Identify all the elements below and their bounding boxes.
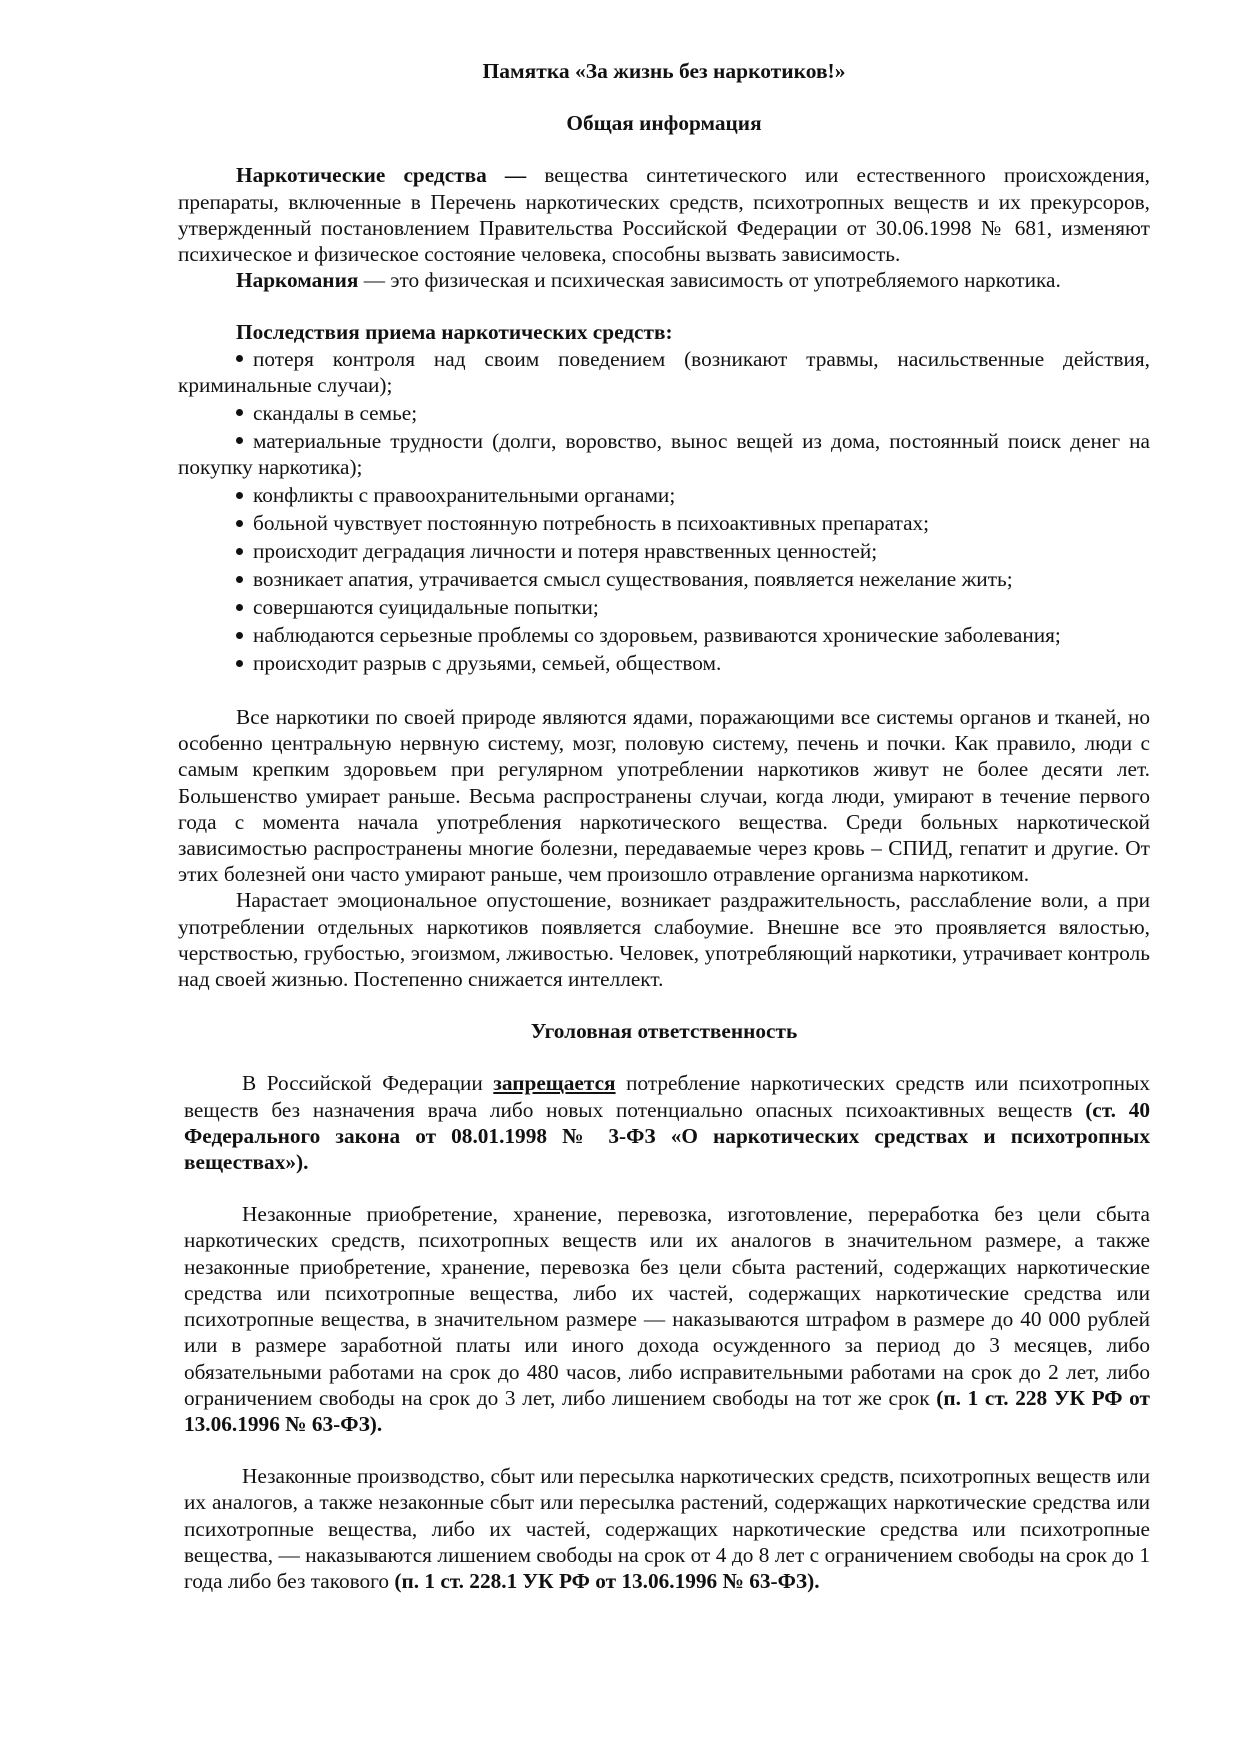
bullet-icon bbox=[236, 576, 243, 583]
legal-paragraph-art-228: Незаконные приобретение, хранение, перевозка, изготовление, переработка без цели сбыта наркотических средств, психотропных веществ или их аналогов в значительном размере, а также незаконные приобретение, хранение, перевозка без цели сбыта растений, содержащих наркотические средства или психотропные вещества, либо их частей, содержащих наркотические средства или психотропные вещества, в значительном размере — наказываются штрафом в размере до 40 000 рублей или в размере заработной платы или иного дохода осужденного за период до 3 месяцев, либо обязательными работами на срок до 480 часов, либо исправительными работами на срок до 2 лет, либо ограничением свободы на срок до 3 лет, либо лишением свободы на тот же срок (п. 1 ст. 228 УК РФ от 13.06.1996 № 63-ФЗ). bbox=[184, 1202, 1150, 1436]
list-item: происходит разрыв с друзьями, семьей, обществом. bbox=[178, 650, 1150, 676]
law-citation: (п. 1 ст. 228 УК РФ от 13.06.1996 № 63-ФЗ). bbox=[184, 1385, 1150, 1436]
list-item: наблюдаются серьезные проблемы со здоровьем, развиваются хронические заболевания; bbox=[178, 622, 1150, 648]
spacer bbox=[178, 678, 1150, 704]
legal-paragraph-prohibition: В Российской Федерации запрещается потребление наркотических средств или психотропных веществ без назначения врача либо новых потенциально опасных психоактивных веществ (ст. 40 Федерального закона от 08.01.1998 № 3-ФЗ «О наркотических средствах и психотропных веществах»). bbox=[184, 1071, 1151, 1175]
emphasis-prohibited: запрещается bbox=[493, 1071, 616, 1096]
list-item: конфликты с правоохранительными органами; bbox=[178, 482, 1150, 508]
bullet-icon bbox=[236, 409, 243, 416]
consequences-list bbox=[178, 346, 1150, 677]
paragraph-emotional-effects: Нарастает эмоциональное опустошение, возникает раздражительность, расслабление воли, а при употреблении отдельных наркотиков появляется слабоумие. Внешне все это проявляется вялостью, черствостью, грубостью, эгоизмом, лживостью. Человек, употребляющий наркотики, утрачивает контроль над своей жизнью. Постепенно снижается интеллект. bbox=[178, 888, 1150, 992]
bullet-icon bbox=[236, 520, 243, 527]
paragraph-health-effects: Все наркотики по своей природе являются ядами, поражающими все системы органов и тканей, но особенно центральную нервную систему, мозг, половую систему, печень и почки. Как правило, люди с самым крепким здоровьем при регулярном употреблении наркотиков живут не более десяти лет. Большенство умирает раньше. Весьма распространены случаи, когда люди, умирают в течение первого года с момента начала употребления наркотического вещества. Среди больных наркотической зависимостью распространены многие болезни, передаваемые через кровь – СПИД, гепатит и другие. От этих болезней они часто умирают раньше, чем произошло отравление организма наркотиком. bbox=[178, 705, 1150, 887]
definition-narcotic-substances bbox=[178, 162, 1150, 267]
list-item: совершаются суицидальные попытки; bbox=[178, 594, 1150, 620]
list-item: больной чувствует постоянную потребность в психоактивных препаратах; bbox=[178, 510, 1150, 536]
section-heading-criminal-liability: Уголовная ответственность bbox=[530, 1019, 798, 1044]
list-item: возникает апатия, утрачивается смысл существования, появляется нежелание жить; bbox=[178, 566, 1150, 592]
bullet-icon bbox=[236, 437, 243, 444]
bullet-icon bbox=[236, 632, 243, 639]
definition-text: — это физическая и психическая зависимость от употребляемого наркотика. bbox=[358, 268, 1061, 293]
document-page bbox=[178, 58, 1150, 1594]
list-item: материальные трудности (долги, воровство, вынос вещей из дома, постоянный поиск денег на покупку наркотика); bbox=[178, 428, 1150, 480]
bullet-icon bbox=[236, 604, 243, 611]
legal-paragraph-art-228-1: Незаконные производство, сбыт или пересылка наркотических средств, психотропных веществ или их аналогов, а также незаконные сбыт или пересылка растений, содержащих наркотические средства или психотропные вещества, либо их частей, содержащих наркотические средства или психотропные вещества, — наказываются лишением свободы на срок от 4 до 8 лет с ограничением свободы на срок до 1 года либо без такового (п. 1 ст. 228.1 УК РФ от 13.06.1996 № 63-ФЗ). bbox=[184, 1464, 1150, 1593]
spacer bbox=[178, 1175, 1150, 1201]
bullet-icon bbox=[236, 355, 243, 362]
list-item: потеря контроля над своим поведением (возникают травмы, насильственные действия, криминальные случаи); bbox=[178, 346, 1150, 397]
bullet-icon bbox=[236, 492, 243, 499]
definition-term: Наркомания bbox=[236, 268, 359, 293]
bullet-icon bbox=[236, 660, 243, 667]
law-citation: (ст. 40 Федерального закона от 08.01.1998 № 3-ФЗ «О наркотических средствах и психотропных веществах»). bbox=[184, 1097, 1151, 1175]
definition-text: вещества синтетического или естественного происхождения, препараты, включенные в Перечень наркотических средств, психотропных веществ и их прекурсоров, утвержденный постановлением Правительства Российской Федерации от 30.06.1998 № 681, изменяют психическое и физическое состояние человека, способны вызвать зависимость. bbox=[178, 163, 1150, 267]
spacer bbox=[178, 1437, 1150, 1463]
section-heading-general-info: Общая информация bbox=[566, 111, 762, 136]
document-title: Памятка «За жизнь без наркотиков!» bbox=[482, 59, 846, 83]
consequences-heading: Последствия приема наркотических средств: bbox=[236, 320, 673, 345]
definition-term: Наркотические средства — bbox=[236, 163, 527, 188]
definition-addiction bbox=[178, 267, 1150, 293]
list-item: происходит деградация личности и потеря нравственных ценностей; bbox=[178, 538, 1150, 564]
law-citation: (п. 1 ст. 228.1 УК РФ от 13.06.1996 № 63-ФЗ). bbox=[394, 1568, 820, 1593]
list-item: скандалы в семье; bbox=[178, 400, 1150, 426]
bullet-icon bbox=[236, 548, 243, 555]
spacer bbox=[178, 293, 1150, 319]
